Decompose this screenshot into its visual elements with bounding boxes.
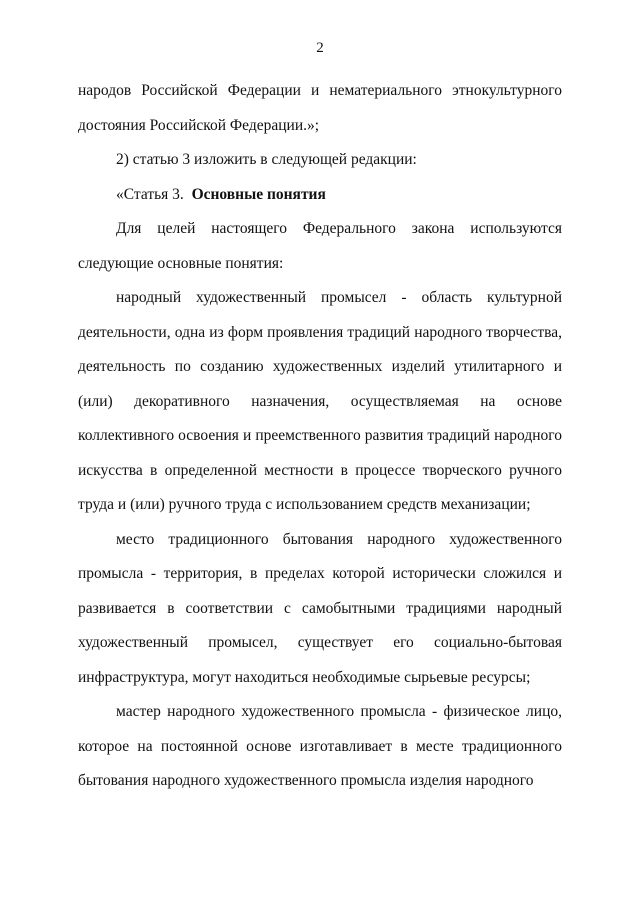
article-title: Основные понятия [191,185,326,203]
paragraph-definition-master: мастер народного художественного промысла - физическое лицо, которое на постоянной основе изготавливает в месте традиционного бытования народного художественного промысла изделия народного [78,703,562,789]
paragraph-definition-craft: народный художественный промысел - область культурной деятельности, одна из форм проявления традиций народного творчества, деятельность по созданию художественных изделий утилитарного и (или) декоративного назначения, осуществляемая на основе коллективного освоения и преемственного развития традиций народного искусства в определенной местности в процессе творческого ручного труда и (или) ручного труда с использованием средств механизации; [78,289,562,513]
article-number: «Статья 3. [116,185,184,203]
article-heading [78,178,562,213]
paragraph-definition-place: место традиционного бытования народного художественного промысла - территория, в пределах которой исторически сложился и развивается в соответствии с самобытными традициями народный художественный промысел, существует его социально-бытовая инфраструктура, могут находиться необходимые сырьевые ресурсы; [78,530,562,686]
paragraph-intro: Для целей настоящего Федерального закона используются следующие основные понятия: [78,220,562,272]
page-number: 2 [316,40,324,56]
paragraph-amendment: 2) статью 3 изложить в следующей редакции: [116,151,417,168]
paragraph-continuation: народов Российской Федерации и нематериального этнокультурного достояния Российской Федерации.»; [78,82,562,134]
document-body [78,74,562,799]
